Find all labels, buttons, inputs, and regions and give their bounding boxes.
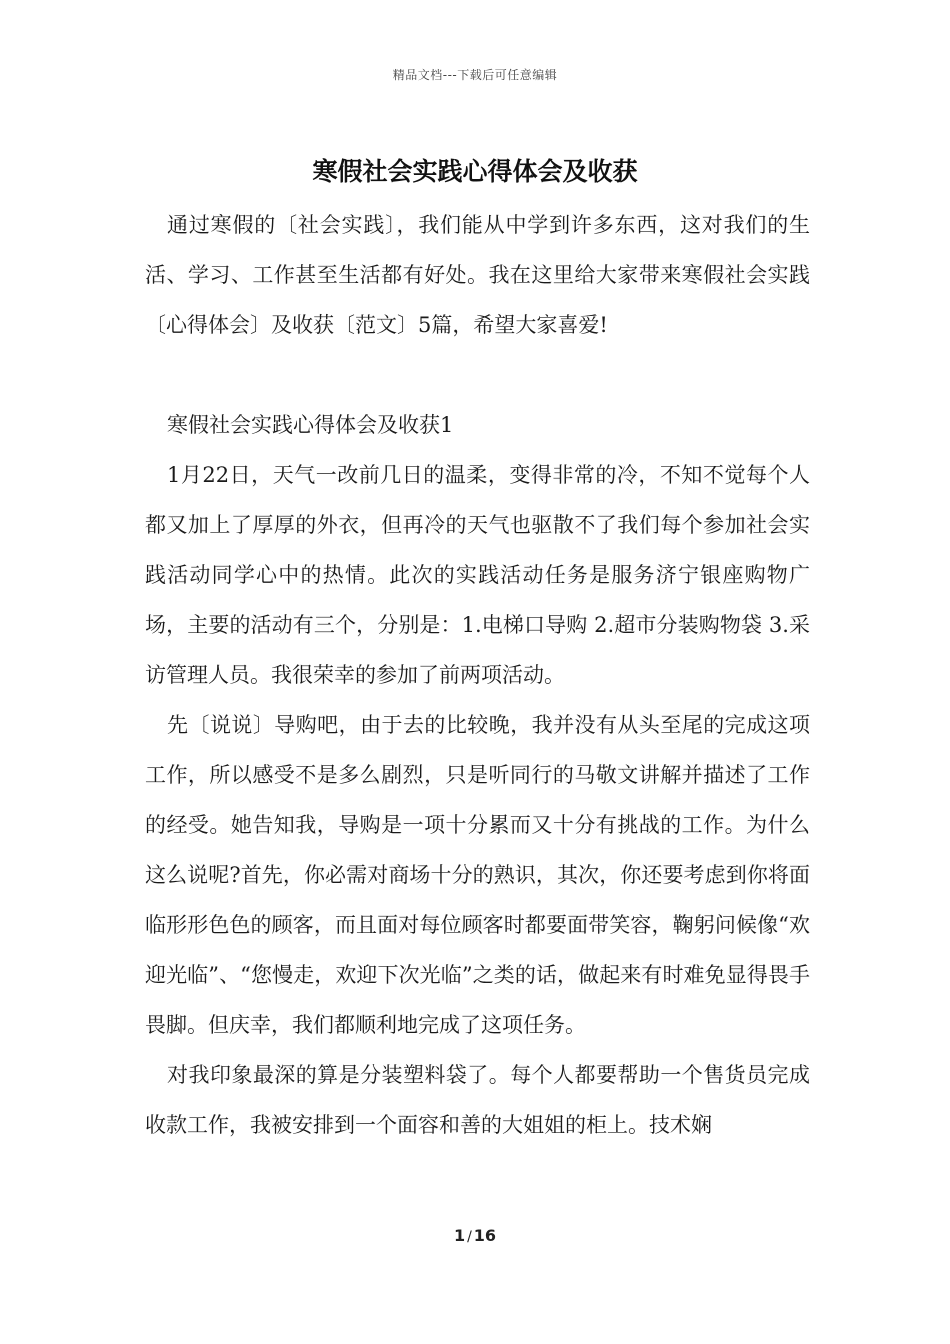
document-title: 寒假社会实践心得体会及收获 [312, 157, 638, 186]
current-page-number: 1 [453, 1226, 466, 1245]
page-number [0, 1226, 950, 1245]
body-paragraph: 对我印象最深的算是分装塑料袋了。每个人都要帮助一个售货员完成收款工作，我被安排到一个面容和善的大姐姐的柜上。技术娴 [145, 1063, 810, 1137]
body-paragraph: 先〔说说〕导购吧，由于去的比较晚，我并没有从头至尾的完成这项工作，所以感受不是多么剧烈，只是听同行的马敬文讲解并描述了工作的经受。她告知我，导购是一项十分累而又十分有挑战的工作。为什么这么说呢?首先，你必需对商场十分的熟识，其次，你还要考虑到你将面临形形色色的顾客，而且面对每位顾客时都要面带笑容，鞠躬问候像“欢迎光临”、“您慢走，欢迎下次光临”之类的话，做起来有时难免显得畏手畏脚。但庆幸，我们都顺利地完成了这项任务。 [145, 713, 810, 1037]
body-paragraph: 1月22日，天气一改前几日的温柔，变得非常的冷，不知不觉每个人都又加上了厚厚的外衣，但再冷的天气也驱散不了我们每个参加社会实践活动同学心中的热情。此次的实践活动任务是服务济宁银座购物广场，主要的活动有三个，分别是：1.电梯口导购 2.超市分装购物袋 3.采访管理人员。我很荣幸的参加了前两项活动。 [145, 463, 810, 687]
total-pages-number: 16 [473, 1226, 497, 1245]
page-separator: / [467, 1229, 472, 1245]
document-body [145, 200, 810, 1150]
section-heading: 寒假社会实践心得体会及收获1 [167, 413, 454, 437]
page-header: 精品文档---下载后可任意编辑 [392, 68, 558, 82]
intro-paragraph: 通过寒假的〔社会实践〕，我们能从中学到许多东西，这对我们的生活、学习、工作甚至生活都有好处。我在这里给大家带来寒假社会实践〔心得体会〕及收获〔范文〕5篇，希望大家喜爱! [145, 213, 810, 337]
